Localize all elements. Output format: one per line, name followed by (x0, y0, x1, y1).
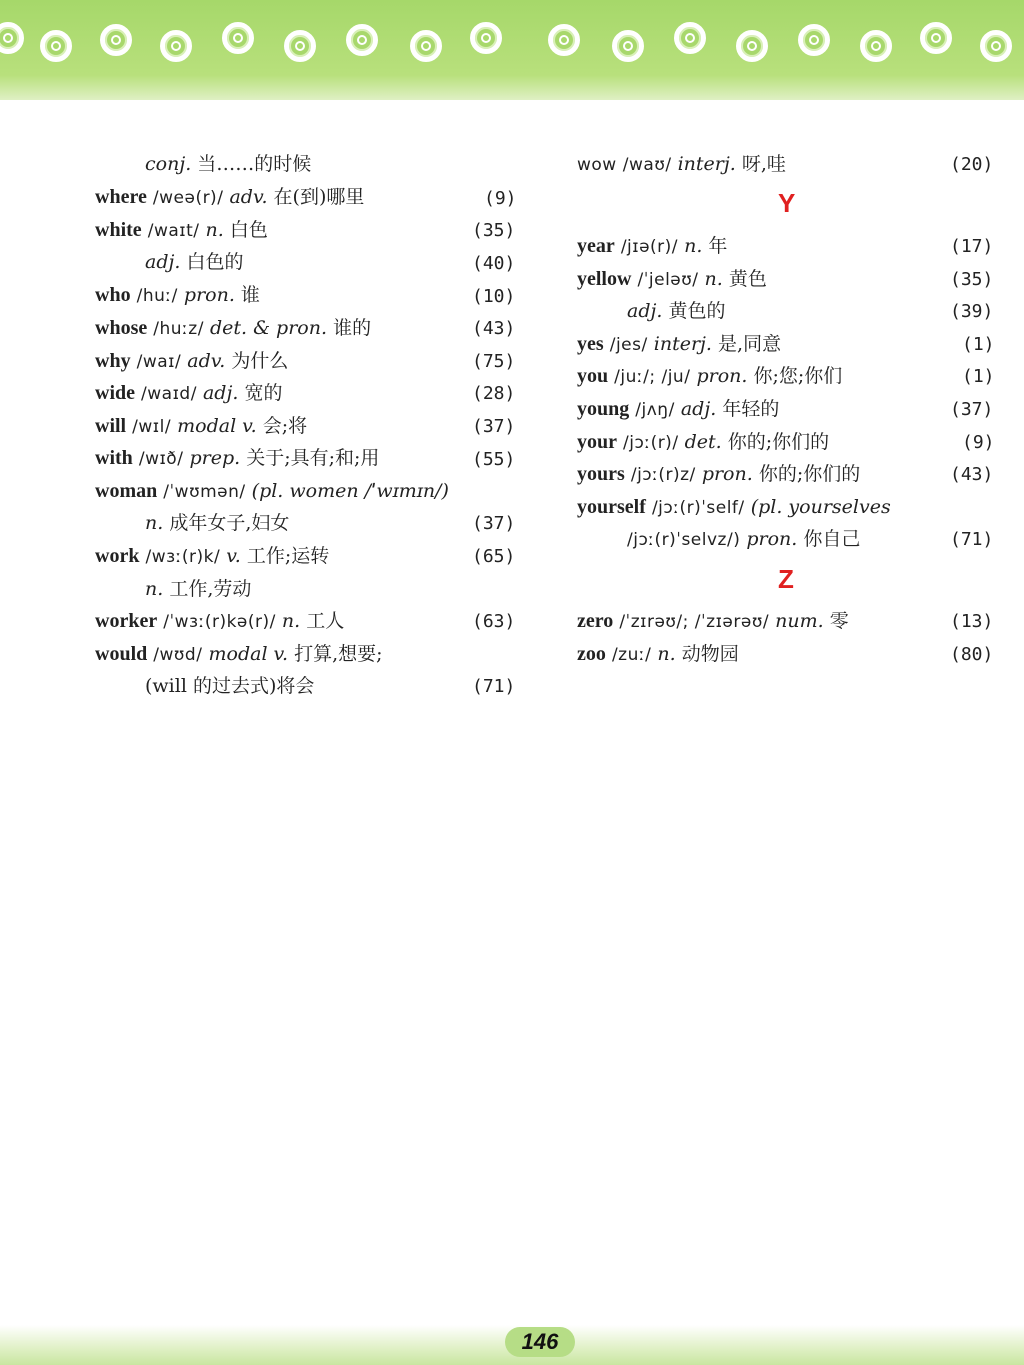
entry-phonetic: /huːz/ (153, 319, 204, 339)
entry-phonetic: /wʊd/ (153, 645, 203, 665)
left-entry-14 (145, 577, 251, 601)
entry-meaning: 白色的 (186, 251, 244, 273)
left-entry-12 (145, 511, 289, 535)
right-entry-2 (577, 234, 727, 259)
entry-meaning: 零 (829, 610, 849, 632)
entry-pos: adj. (680, 398, 717, 420)
entry-meaning: 年 (708, 235, 728, 257)
ring-icon (674, 22, 706, 54)
entry-headword: your (577, 431, 617, 453)
entry-meaning: 黄色的 (668, 300, 726, 322)
left-entry-4 (145, 250, 243, 274)
left-entry-11 (95, 479, 449, 504)
entry-headword: why (95, 350, 131, 372)
right-entry-13 (577, 642, 739, 667)
entry-pos: num. (775, 610, 824, 632)
entry-meaning: 宽的 (244, 382, 283, 404)
entry-meaning: 工作;运转 (246, 545, 330, 567)
entry-headword: wide (95, 382, 135, 404)
right-entry-11 (627, 527, 860, 552)
entry-meaning: 会;将 (262, 415, 308, 437)
entry-phonetic: /wɪl/ (132, 417, 172, 437)
entry-headword: who (95, 284, 131, 306)
ring-icon (100, 24, 132, 56)
entry-pos: interj. (677, 153, 736, 175)
entry-meaning: 谁的 (333, 317, 372, 339)
ring-icon (920, 22, 952, 54)
entry-phonetic: /wɪð/ (138, 449, 184, 469)
entry-phonetic: /waɪ/ (136, 352, 182, 372)
left-entry-17 (145, 674, 314, 698)
page-ref: (37) (472, 416, 516, 437)
entry-headword: year (577, 235, 615, 257)
right-entry-4 (627, 299, 725, 323)
entry-meaning: 年轻的 (722, 398, 780, 420)
page-ref: (10) (472, 286, 516, 307)
entry-headword: yellow (577, 268, 632, 290)
entry-phonetic: /huː/ (136, 286, 178, 306)
left-entry-15 (95, 609, 344, 634)
page-ref: (43) (472, 318, 516, 339)
entry-headword: worker (95, 610, 158, 632)
entry-phonetic: /jes/ (609, 335, 648, 355)
ring-icon (284, 30, 316, 62)
left-entry-10 (95, 446, 379, 471)
entry-headword: white (95, 219, 142, 241)
left-entry-8 (95, 381, 282, 406)
ring-icon (222, 22, 254, 54)
entry-pos: n. (684, 235, 703, 257)
entry-meaning: 谁 (240, 284, 260, 306)
entry-headword: zero (577, 610, 614, 632)
right-entry-5 (577, 332, 781, 357)
entry-meaning: 为什么 (231, 350, 289, 372)
entry-headword: you (577, 365, 609, 387)
page-ref: (20) (950, 154, 994, 175)
entry-phonetic: /wɜː(r)k/ (145, 547, 221, 567)
left-entry-2 (95, 185, 364, 210)
entry-pos: n. (145, 512, 164, 534)
entry-meaning: (will 的过去式)将会 (145, 675, 315, 697)
ring-icon (160, 30, 192, 62)
top-banner (0, 0, 1024, 100)
left-entry-7 (95, 349, 288, 374)
ring-icon (410, 30, 442, 62)
section-letter-y: Y (778, 188, 796, 218)
page-ref: (13) (950, 611, 994, 632)
entry-phonetic: /ˈjeləʊ/ (637, 270, 699, 290)
entry-headword: yourself (577, 496, 646, 518)
entry-meaning: 黄色 (728, 268, 767, 290)
page-ref: (75) (472, 351, 516, 372)
entry-meaning: 你自己 (803, 528, 861, 550)
page-number-badge (505, 1327, 575, 1357)
entry-pos: adj. (145, 251, 181, 273)
entry-pos: adj. (202, 382, 239, 404)
page-ref: (63) (472, 611, 516, 632)
entry-headword: with (95, 447, 133, 469)
entry-meaning: 工人 (306, 610, 345, 632)
right-entry-10 (577, 495, 891, 520)
page-ref: (71) (472, 676, 516, 697)
entry-pos: n. (704, 268, 723, 290)
right-entry-9 (577, 462, 860, 487)
page-ref: (37) (950, 399, 994, 420)
page-ref: (9) (962, 432, 995, 453)
page-ref: (65) (472, 546, 516, 567)
ring-icon (470, 22, 502, 54)
page-ref: (17) (950, 236, 994, 257)
entry-phonetic: /waɪd/ (141, 384, 197, 404)
left-entry-13 (95, 544, 329, 569)
ring-icon (612, 30, 644, 62)
entry-pos: prep. (189, 447, 241, 469)
entry-headword: whose (95, 317, 148, 339)
entry-phonetic: /jɔː(r)z/ (630, 465, 696, 485)
entry-pos: n. (657, 643, 676, 665)
entry-headword: yes (577, 333, 604, 355)
entry-pos: pron. (746, 528, 798, 550)
entry-meaning: 是,同意 (718, 333, 782, 355)
section-letter-z: Z (778, 564, 794, 594)
entry-phonetic: /jɔː(r)/ (623, 433, 679, 453)
left-entry-1 (145, 152, 311, 176)
entry-headword: work (95, 545, 140, 567)
entry-headword: yours (577, 463, 625, 485)
entry-phonetic: /ˈzɪrəʊ/; /ˈzɪərəʊ/ (619, 612, 770, 632)
entry-phonetic: /waɪt/ (147, 221, 200, 241)
right-entry-1 (577, 152, 786, 177)
left-entry-5 (95, 283, 260, 308)
entry-headword: wow (577, 155, 617, 175)
entry-headword: young (577, 398, 630, 420)
ring-icon (548, 24, 580, 56)
left-entry-3 (95, 218, 268, 243)
ring-icon (0, 22, 24, 54)
entry-meaning: 呀,哇 (741, 153, 786, 175)
entry-pos: pron. (701, 463, 753, 485)
entry-phonetic: /weə(r)/ (152, 188, 224, 208)
entry-phonetic: /waʊ/ (622, 155, 672, 175)
page-ref: (80) (950, 644, 994, 665)
entry-meaning: 你的;你们的 (727, 431, 830, 453)
right-entry-7 (577, 397, 779, 422)
ring-icon (980, 30, 1012, 62)
entry-meaning: 工作,劳动 (169, 578, 252, 600)
page-ref: (28) (472, 383, 516, 404)
entry-meaning: 你的;你们的 (758, 463, 861, 485)
entry-pos: (pl. yourselves (750, 496, 891, 518)
entry-pos: det. (684, 431, 722, 453)
entry-phonetic: /jɔː(r)ˈself/ (651, 498, 745, 518)
page-ref: (40) (472, 253, 516, 274)
page-ref: (1) (962, 334, 995, 355)
right-entry-8 (577, 430, 829, 455)
entry-pos: pron. (183, 284, 235, 306)
right-entry-3 (577, 267, 767, 292)
entry-meaning: 在(到)哪里 (273, 186, 365, 208)
ring-icon (40, 30, 72, 62)
entry-headword: zoo (577, 643, 606, 665)
entry-pos: adj. (627, 300, 663, 322)
left-entry-6 (95, 316, 371, 341)
page-ref: (35) (472, 220, 516, 241)
left-entry-16 (95, 642, 383, 667)
page-ref: (55) (472, 449, 516, 470)
ring-icon (736, 30, 768, 62)
entry-meaning: 打算,想要; (294, 643, 383, 665)
entry-pos: n. (281, 610, 301, 632)
entry-meaning: 关于;具有;和;用 (246, 447, 380, 469)
entry-pos: conj. (145, 153, 192, 175)
entry-phonetic: /juː/; /ju/ (614, 367, 691, 387)
page-ref: (9) (484, 188, 517, 209)
entry-pos: n. (205, 219, 224, 241)
right-entry-12 (577, 609, 849, 634)
entry-pos: n. (145, 578, 164, 600)
ring-icon (346, 24, 378, 56)
entry-pos: adv. (187, 350, 226, 372)
page-ref: (39) (950, 301, 994, 322)
entry-meaning: 你;您;你们 (753, 365, 843, 387)
entry-headword: would (95, 643, 148, 665)
entry-pos: det. & pron. (209, 317, 328, 339)
page-ref: (43) (950, 464, 994, 485)
entry-phonetic: /ˈwɜː(r)kə(r)/ (163, 612, 276, 632)
entry-phonetic: /jɪə(r)/ (620, 237, 679, 257)
entry-headword: where (95, 186, 147, 208)
entry-phonetic: /zuː/ (611, 645, 652, 665)
entry-meaning: 白色 (229, 219, 268, 241)
entry-phonetic: /jɔː(r)ˈselvz/) (627, 530, 741, 550)
entry-phonetic: /ˈwʊmən/ (163, 482, 246, 502)
ring-icon (798, 24, 830, 56)
left-entry-9 (95, 414, 307, 439)
entry-headword: woman (95, 480, 158, 502)
page-ref: (1) (962, 366, 995, 387)
right-entry-6 (577, 364, 842, 389)
entry-meaning: 当……的时候 (197, 153, 312, 175)
page-ref: (37) (472, 513, 516, 534)
entry-meaning: 成年女子,妇女 (169, 512, 290, 534)
entry-headword: will (95, 415, 127, 437)
entry-pos: interj. (653, 333, 712, 355)
page-ref: (71) (950, 529, 994, 550)
entry-pos: modal v. (208, 643, 289, 665)
entry-meaning: 动物园 (681, 643, 739, 665)
ring-icon (860, 30, 892, 62)
entry-pos: v. (226, 545, 241, 567)
entry-pos: pron. (696, 365, 748, 387)
entry-phonetic: /jʌŋ/ (635, 400, 675, 420)
page-ref: (35) (950, 269, 994, 290)
entry-pos: (pl. women /ˈwɪmɪn/) (251, 480, 449, 502)
entry-pos: adv. (229, 186, 268, 208)
page-number: 146 (521, 1329, 559, 1354)
entry-pos: modal v. (177, 415, 257, 437)
